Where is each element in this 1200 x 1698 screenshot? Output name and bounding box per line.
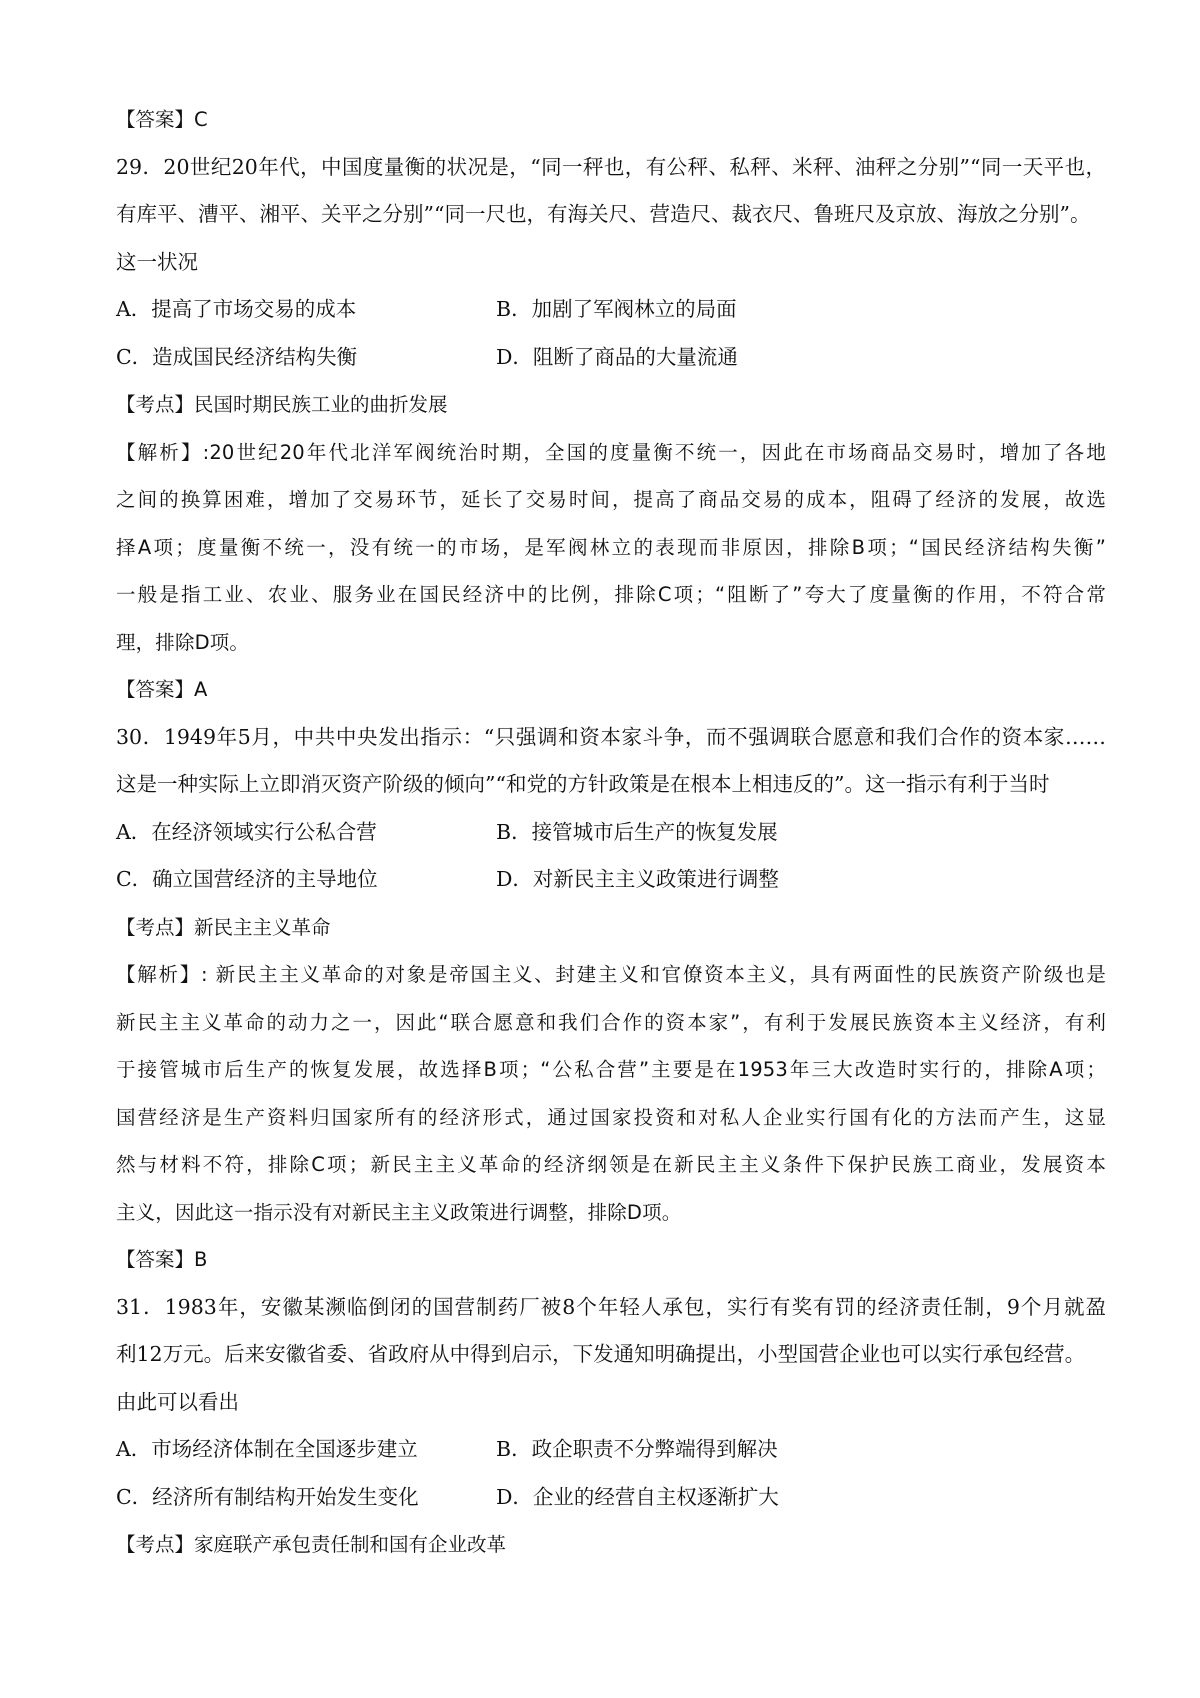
question-31-line-3: 由此可以看出 [116,1389,239,1414]
analysis-line: 主义，因此这一指示没有对新民主主义政策进行调整，排除D项。 [116,1200,682,1224]
question-29-line-3: 这一状况 [116,249,198,274]
analysis-line: 国营经济是生产资料归国家所有的经济形式，通过国家投资和对私人企业实行国有化的方法而产生，这显 [116,1105,1106,1129]
analysis-line: 【解析】:20世纪20年代北洋军阀统治时期，全国的度量衡不统一，因此在市场商品交易时，增加了各地 [116,440,1106,464]
option-c: C．确立国营经济的主导地位 [116,867,378,891]
analysis-line: 【解析】: 新民主主义革命的对象是帝国主义、封建主义和官僚资本主义，具有两面性的民族资产阶级也是 [116,963,1106,986]
question-29-line-2: 有库平、漕平、湘平、关平之分别”“同一尺也，有海关尺、营造尺、裁衣尺、鲁班尺及京放、海放之分别”。 [116,202,1091,226]
answer-tag-28: 【答案】C [116,108,208,131]
question-29-stem [116,144,1106,287]
question-29-options-ab [116,286,1106,334]
topic-tag-30: 【考点】新民主主义革命 [116,915,331,939]
analysis-30 [116,951,1106,1236]
analysis-line: 新民主主义革命的动力之一，因此“联合愿意和我们合作的资本家”，有利于发展民族资本主义经济，有利 [116,1010,1106,1034]
option-b: B．接管城市后生产的恢复发展 [496,819,778,844]
option-b: B．加剧了军阀林立的局面 [496,297,737,321]
analysis-29 [116,429,1106,667]
option-a: A．提高了市场交易的成本 [116,297,357,321]
answer-tag-30: 【答案】B [116,1248,208,1271]
question-30-options-ab [116,809,1106,857]
option-d: D．对新民主主义政策进行调整 [496,867,779,891]
option-b: B．政企职责不分弊端得到解决 [496,1437,778,1461]
option-c: C．造成国民经济结构失衡 [116,344,358,369]
option-c: C．经济所有制结构开始发生变化 [116,1484,419,1509]
question-29-options-cd [116,334,1106,382]
option-a: A．市场经济体制在全国逐步建立 [116,1437,418,1461]
analysis-line: 一般是指工业、农业、服务业在国民经济中的比例，排除C项；“阻断了”夸大了度量衡的作用，不符合常 [116,583,1106,606]
document-page [116,96,1106,1569]
question-30-options-cd [116,856,1106,904]
question-30-stem [116,714,1106,809]
question-30-line-1: 30．1949年5月，中共中央发出指示：“只强调和资本家斗争，而不强调联合愿意和我们合作的资本家…… [116,724,1106,749]
option-d: D．企业的经营自主权逐渐扩大 [496,1484,779,1509]
question-31-options-ab [116,1426,1106,1474]
analysis-line: 之间的换算困难，增加了交易环节，延长了交易时间，提高了商品交易的成本，阻碍了经济的发展，故选 [116,488,1106,511]
analysis-line: 于接管城市后生产的恢复发展，故选择B项；“公私合营”主要是在1953年三大改造时实行的，排除A项； [116,1058,1106,1081]
question-30-line-2: 这是一种实际上立即消灭资产阶级的倾向”“和党的方针政策是在根本上相违反的”。这一指示有利于当时 [116,772,1050,796]
option-a: A．在经济领域实行公私合营 [116,819,377,844]
topic-tag-29: 【考点】民国时期民族工业的曲折发展 [116,393,448,416]
question-31-line-2: 利12万元。后来安徽省委、省政府从中得到启示，下发通知明确提出，小型国营企业也可以实行承包经营。 [116,1342,1086,1366]
question-31-stem [116,1284,1106,1427]
question-31-line-1: 31．1983年，安徽某濒临倒闭的国营制药厂被8个年轻人承包，实行有奖有罚的经济责任制，9个月就盈 [116,1294,1106,1319]
answer-tag-29: 【答案】A [116,678,208,701]
analysis-line: 理，排除D项。 [116,630,250,654]
analysis-line: 择A项；度量衡不统一，没有统一的市场，是军阀林立的表现而非原因，排除B项；“国民经济结构失衡” [116,535,1106,559]
question-31-options-cd [116,1474,1106,1522]
option-d: D．阻断了商品的大量流通 [496,344,738,369]
question-29-line-1: 29．20世纪20年代，中国度量衡的状况是，“同一秤也，有公秤、私秤、米秤、油秤之分别”“同一天平也， [116,154,1106,179]
topic-tag-31: 【考点】家庭联产承包责任制和国有企业改革 [116,1533,507,1556]
analysis-line: 然与材料不符，排除C项；新民主主义革命的经济纲领是在新民主主义条件下保护民族工商业，发展资本 [116,1153,1106,1176]
